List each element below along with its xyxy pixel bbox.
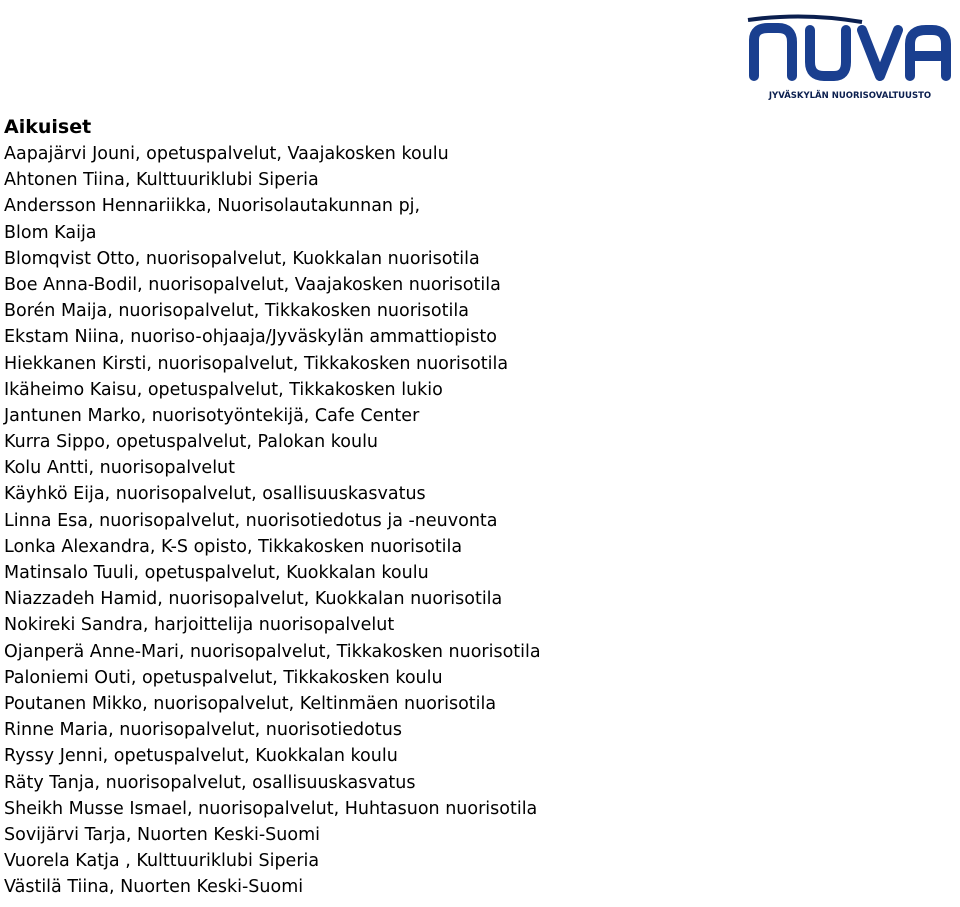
list-item: Blom Kaija [4,222,97,243]
list-item: Kolu Antti, nuorisopalvelut [4,458,236,479]
list-item: Poutanen Mikko, nuorisopalvelut, Keltinmäen nuorisotila [4,693,497,714]
list-item: Ikäheimo Kaisu, opetuspalvelut, Tikkakosken lukio [4,379,443,400]
section-heading: Aikuiset [4,116,92,138]
logo-tagline: JYVÄSKYLÄN NUORISOVALTUUSTO [768,91,932,101]
list-item: Ojanperä Anne-Mari, nuorisopalvelut, Tikkakosken nuorisotila [4,641,541,662]
list-item: Aapajärvi Jouni, opetuspalvelut, Vaajakosken koulu [4,144,449,164]
list-item: Linna Esa, nuorisopalvelut, nuorisotiedotus ja -neuvonta [4,510,498,531]
list-item: Niazzadeh Hamid, nuorisopalvelut, Kuokkalan nuorisotila [4,589,503,610]
list-item: Ahtonen Tiina, Kulttuuriklubi Siperia [4,170,319,191]
list-item: Andersson Hennariikka, Nuorisolautakunnan pj, [4,196,421,217]
list-item: Matinsalo Tuuli, opetuspalvelut, Kuokkalan koulu [4,563,429,583]
list-item: Vuorela Katja , Kulttuuriklubi Siperia [4,851,320,872]
list-item: Ryssy Jenni, opetuspalvelut, Kuokkalan koulu [4,746,398,767]
list-item: Jantunen Marko, nuorisotyöntekijä, Cafe Center [4,405,420,426]
list-item: Käyhkö Eija, nuorisopalvelut, osallisuuskasvatus [4,484,426,505]
list-item: Rinne Maria, nuorisopalvelut, nuorisotiedotus [4,720,402,741]
list-item: Borén Maija, nuorisopalvelut, Tikkakosken nuorisotila [4,301,469,322]
list-item: Sovijärvi Tarja, Nuorten Keski-Suomi [4,824,320,845]
list-item: Paloniemi Outi, opetuspalvelut, Tikkakosken koulu [4,667,443,688]
list-item: Ekstam Niina, nuoriso-ohjaaja/Jyväskylän ammattiopisto [4,327,497,348]
list-item: Västilä Tiina, Nuorten Keski-Suomi [4,877,304,898]
list-item: Räty Tanja, nuorisopalvelut, osallisuuskasvatus [4,772,416,793]
list-item: Boe Anna-Bodil, nuorisopalvelut, Vaajakosken nuorisotila [4,274,501,295]
list-item: Nokireki Sandra, harjoittelija nuorisopalvelut [4,615,395,636]
list-item: Blomqvist Otto, nuorisopalvelut, Kuokkalan nuorisotila [4,248,480,269]
list-item: Kurra Sippo, opetuspalvelut, Palokan koulu [4,432,379,453]
list-item: Sheikh Musse Ismael, nuorisopalvelut, Huhtasuon nuorisotila [4,798,538,819]
list-item: Lonka Alexandra, K-S opisto, Tikkakosken nuorisotila [4,536,463,557]
people-list [4,141,541,900]
list-item: Hiekkanen Kirsti, nuorisopalvelut, Tikkakosken nuorisotila [4,353,509,374]
nuva-logo [744,14,956,106]
